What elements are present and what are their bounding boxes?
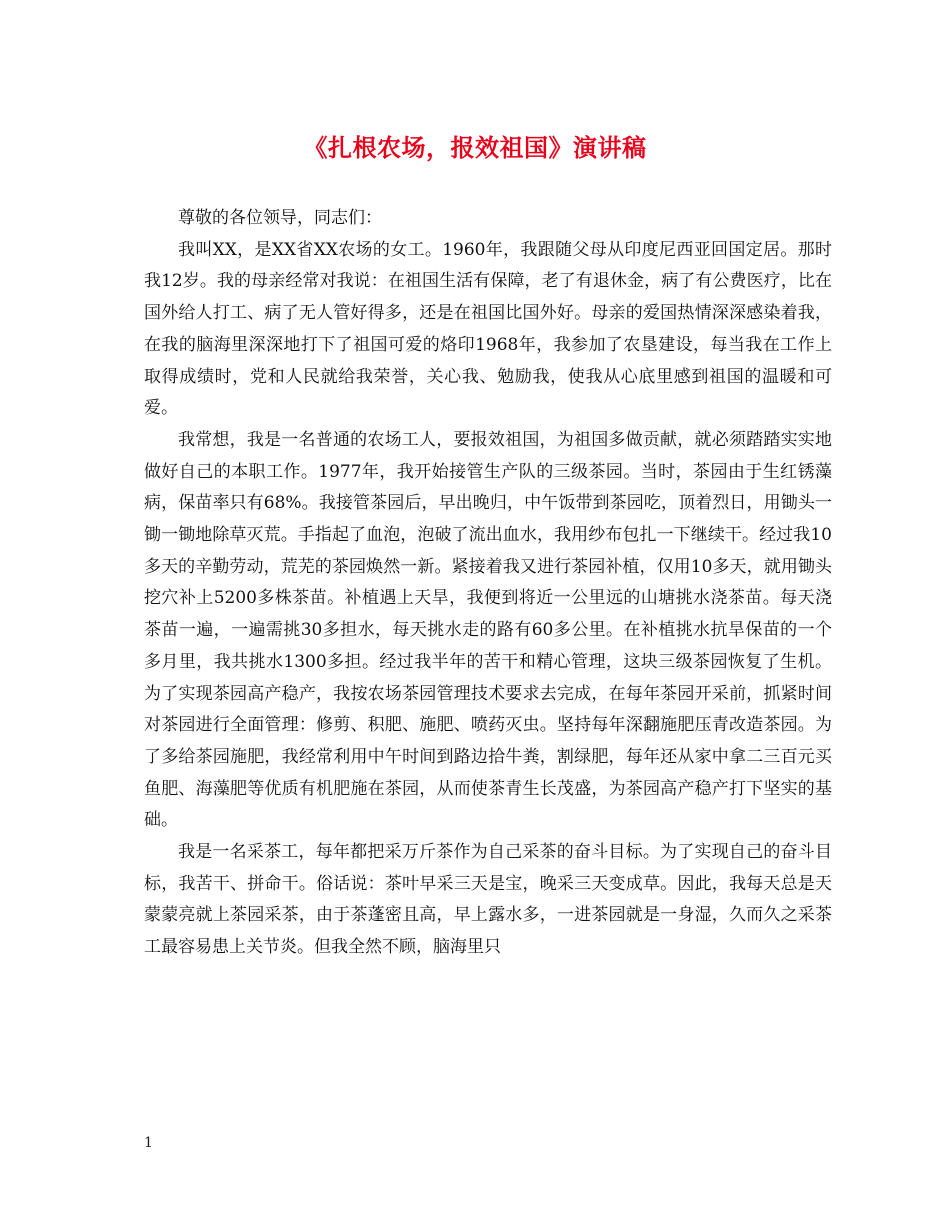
page-number: 1	[144, 1135, 153, 1151]
document-body	[144, 203, 832, 964]
body-paragraph: 我常想，我是一名普通的农场工人，要报效祖国，为祖国多做贡献，就必须踏踏实实地做好自己的本职工作。1977年，我开始接管生产队的三级茶园。当时，茶园由于生红锈藻病，保苗率只有68%。我接管茶园后，早出晚归，中午饭带到茶园吃，顶着烈日，用锄头一锄一锄地除草灭荒。手指起了血泡，泡破了流出血水，我用纱布包扎一下继续干。经过我10多天的辛勤劳动，荒芜的茶园焕然一新。紧接着我又进行茶园补植，仅用10多天，就用锄头挖穴补上5200多株茶苗。补植遇上天旱，我便到将近一公里远的山塘挑水浇茶苗。每天浇茶苗一遍，一遍需挑30多担水，每天挑水走的路有60多公里。在补植挑水抗旱保苗的一个多月里，我共挑水1300多担。经过我半年的苦干和精心管理，这块三级茶园恢复了生机。为了实现茶园高产稳产，我按农场茶园管理技术要求去完成，在每年茶园开采前，抓紧时间对茶园进行全面管理：修剪、积肥、施肥、喷药灭虫。坚持每年深翻施肥压青改造茶园。为了多给茶园施肥，我经常利用中午时间到路边拾牛粪，割绿肥，每年还从家中拿二三百元买鱼肥、海藻肥等优质有机肥施在茶园，从而使茶青生长茂盛，为茶园高产稳产打下坚实的基础。	[144, 429, 832, 831]
body-paragraph: 我叫XX，是XX省XX农场的女工。1960年，我跟随父母从印度尼西亚回国定居。那时我12岁。我的母亲经常对我说：在祖国生活有保障，老了有退休金，病了有公费医疗，比在国外给人打工、病了无人管好得多，还是在祖国比国外好。母亲的爱国热情深深感染着我，在我的脑海里深深地打下了祖国可爱的烙印1968年，我参加了农垦建设，每当我在工作上取得成绩时，党和人民就给我荣誉，关心我、勉励我，使我从心底里感到祖国的温暖和可爱。	[144, 239, 832, 419]
document-title: 《扎根农场，报效祖国》演讲稿	[303, 133, 647, 162]
body-paragraph: 我是一名采茶工，每年都把采万斤茶作为自己采茶的奋斗目标。为了实现自己的奋斗目标，我苦干、拼命干。俗话说：茶叶早采三天是宝，晚采三天变成草。因此，我每天总是天蒙蒙亮就上茶园采茶，由于茶蓬密且高，早上露水多，一进茶园就是一身湿，久而久之采茶工最容易患上关节炎。但我全然不顾，脑海里只	[144, 842, 832, 958]
salutation-paragraph: 尊敬的各位领导，同志们：	[178, 208, 382, 228]
